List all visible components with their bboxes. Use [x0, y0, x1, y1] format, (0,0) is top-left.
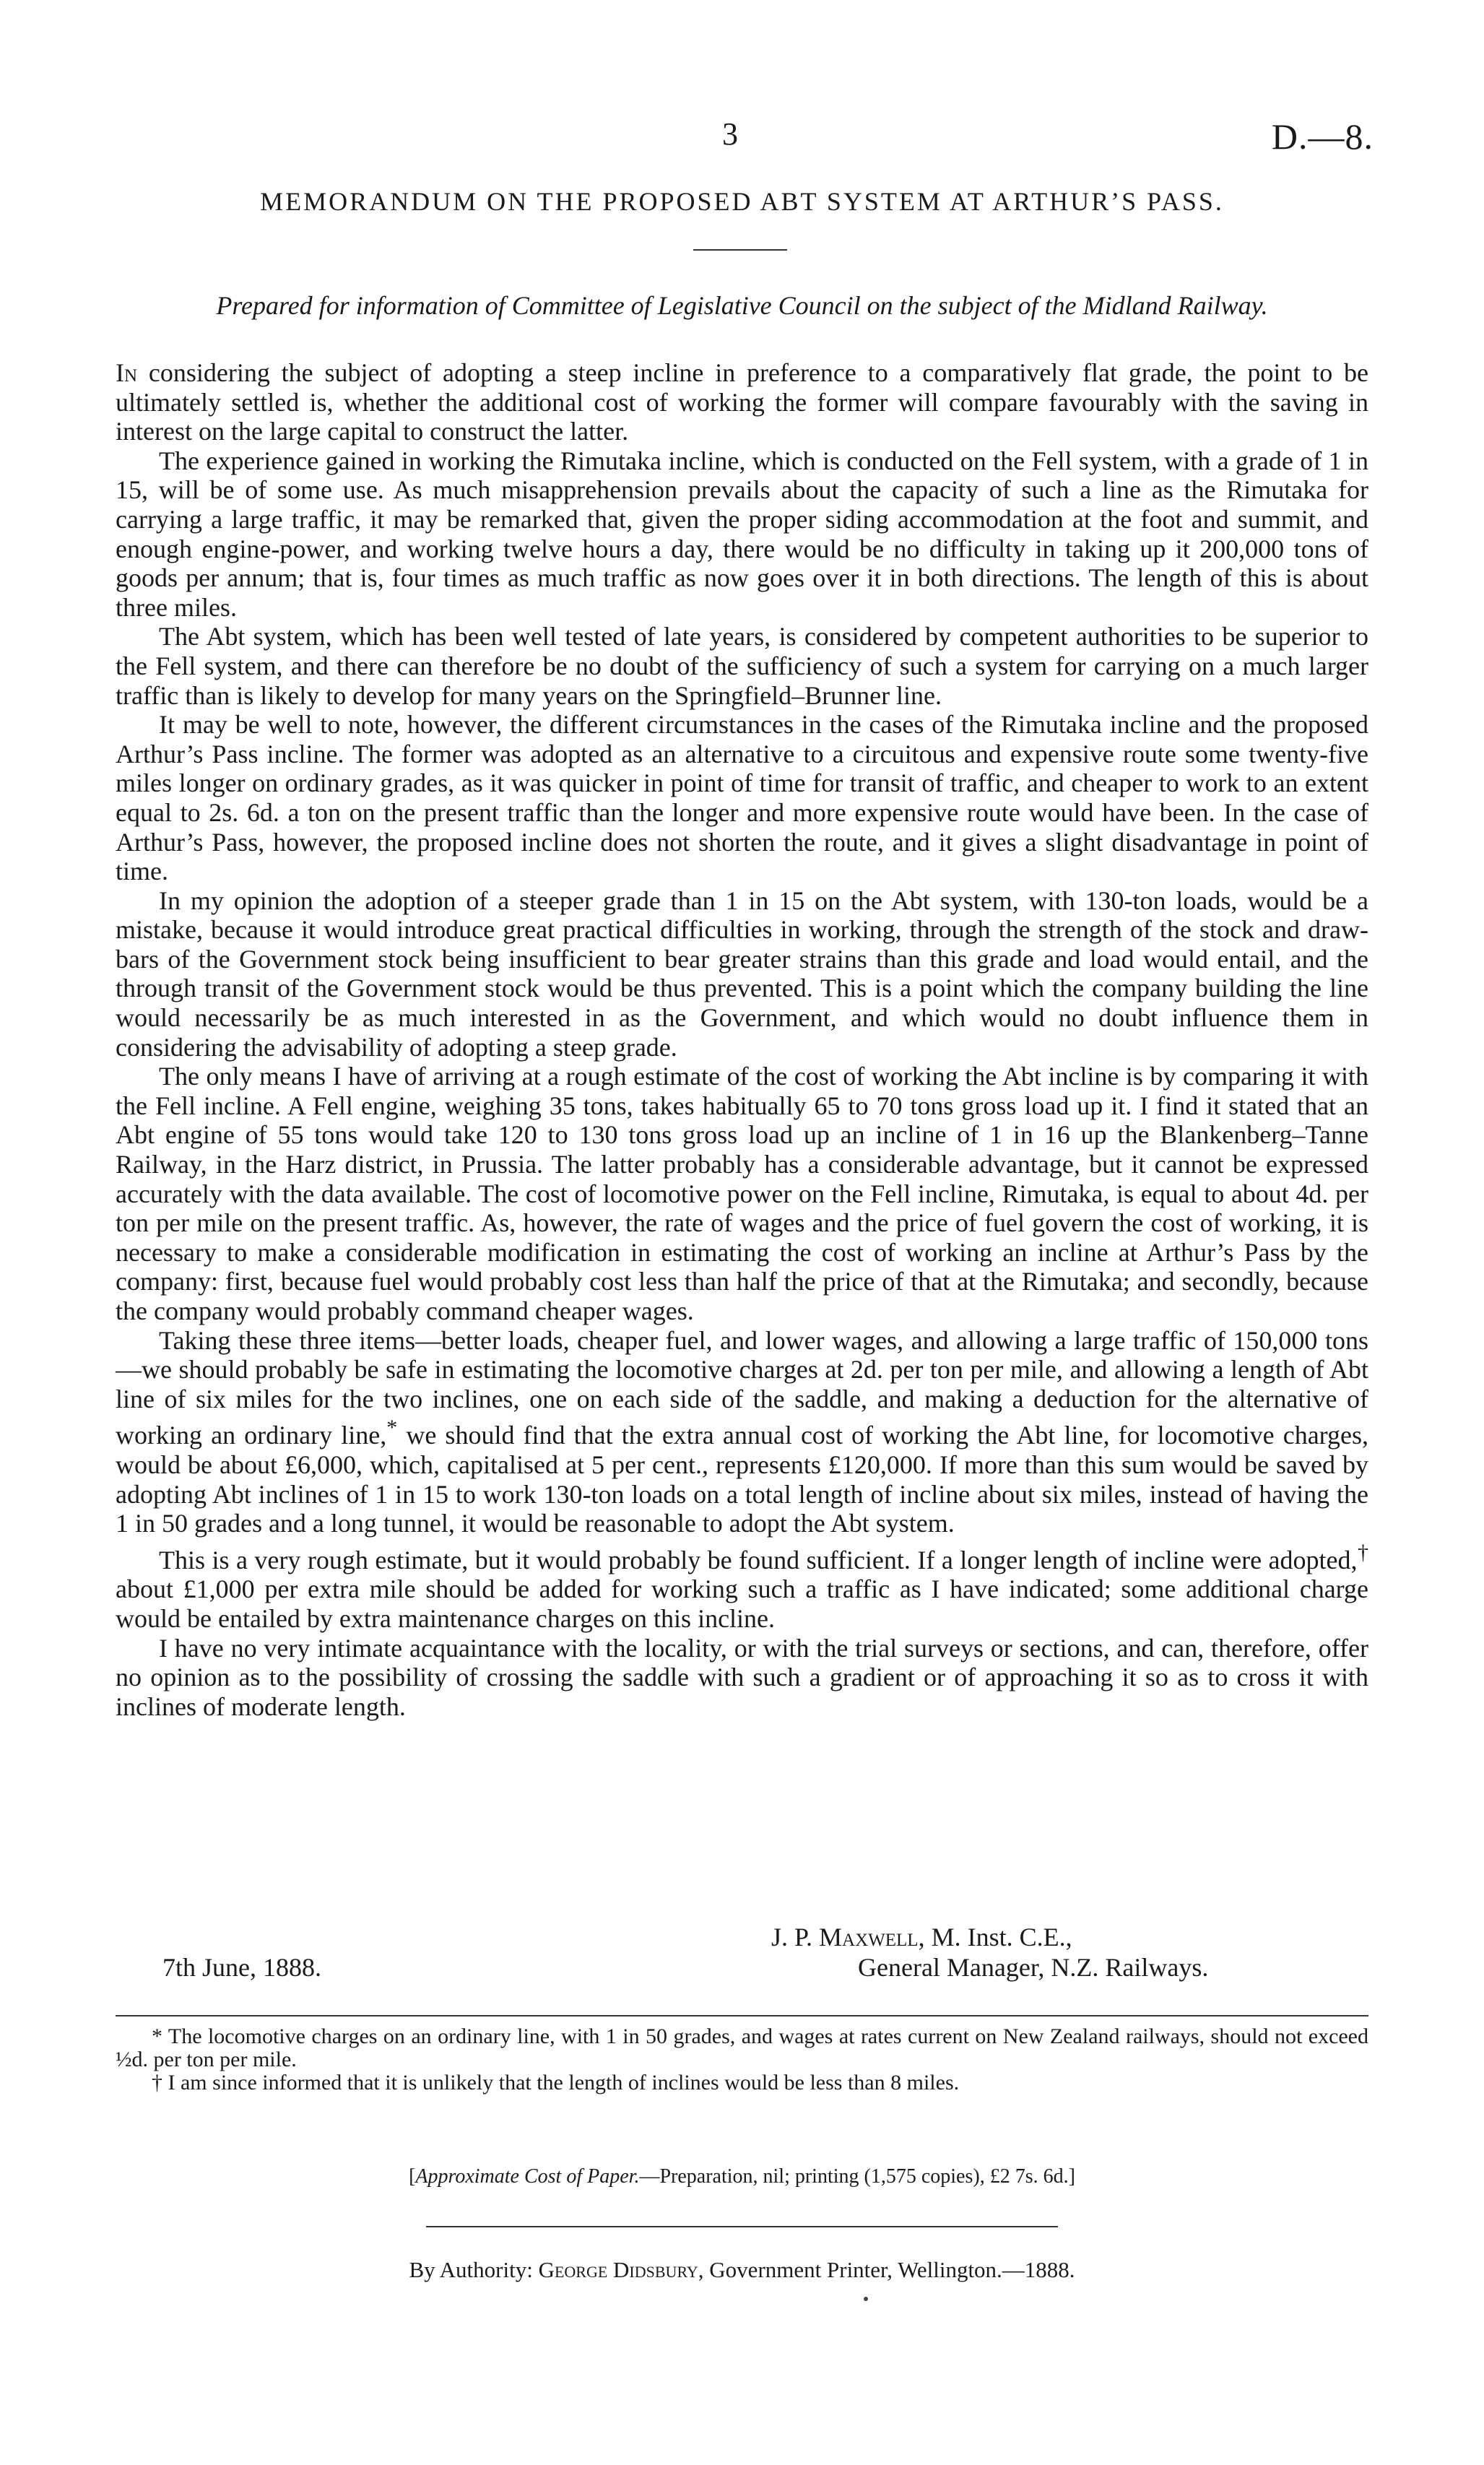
paragraph-6: The only means I have of arriving at a rough estimate of the cost of working the Abt incline is by comparing it with the Fell incline. A Fell engine, weighing 35 tons, takes habitually 65 to 70 tons gross load up it. I find it stated that an Abt engine of 55 tons would take 120 to 130 tons gross load up an incline of 1 in 16 up the Blankenberg–Tanne Railway, in the Harz district, in Prussia. The latter probably has a considerable advantage, but it cannot be expressed accurately with the data available. The cost of locomotive power on the Fell incline, Rimutaka, is equal to about 4d. per ton per mile on the present traffic. As, however, the rate of wages and the price of fuel govern the cost of working, it is necessary to make a considerable modification in estimating the cost of working an incline at Arthur’s Pass by the company: first, because fuel would probably cost less than half the price of that at the Rimutaka; and secondly, because the company would probably command cheaper wages. — [116, 1062, 1368, 1325]
paragraph-4: It may be well to note, however, the different circumstances in the cases of the Rimutaka incline and the proposed Arthur’s Pass incline. The former was adopted as an alternative to a circuitous and expensive route some twenty-five miles longer on ordinary grades, as it was quicker in point of time for transit of traffic, and cheaper to work to an extent equal to 2s. 6d. a ton on the present traffic than the longer and more expensive route would have been. In the case of Arthur’s Pass, however, the proposed incline does not shorten the route, and it gives a slight disadvantage in point of time. — [116, 710, 1368, 886]
paragraph-1-text: considering the subject of adopting a steep incline in preference to a comparatively flat grade, the point to be ultimately settled is, whether the additional cost of working the former will compare favourably with the saving in interest on the large capital to construct the latter. — [116, 358, 1368, 446]
paragraph-2: The experience gained in working the Rimutaka incline, which is conducted on the Fell system, with a grade of 1 in 15, will be of some use. As much misapprehension prevails about the capacity of such a line as the Rimutaka for carrying a large traffic, it may be remarked that, given the proper siding accommodation at the foot and summit, and enough engine-power, and working twelve hours a day, there would be no difficulty in taking up it 200,000 tons of goods per annum; that is, four times as much traffic as now goes over it in both directions. The length of this is about three miles. — [116, 446, 1368, 622]
stray-mark — [864, 2297, 868, 2301]
paragraph-3: The Abt system, which has been well tested of late years, is considered by competent authorities to be superior to the Fell system, and there can therefore be no doubt of the sufficiency of such a system for carrying on a much larger traffic than is likely to develop for many years on the Springfield–Brunner line. — [116, 622, 1368, 710]
paragraph-8 — [116, 1538, 1368, 1634]
signatory-initials: J. P. — [771, 1923, 813, 1951]
paragraph-8-text-a: This is a very rough estimate, but it would probably be found sufficient. If a longer length of incline were adopted, — [159, 1545, 1358, 1574]
signatory-surname: Maxwell — [819, 1923, 919, 1951]
footnote-divider — [116, 2015, 1368, 2016]
signatory-title: General Manager, N.Z. Railways. — [858, 1953, 1209, 1982]
footnotes — [116, 2025, 1368, 2094]
memorandum-title: MEMORANDUM ON THE PROPOSED ABT SYSTEM AT ARTHUR’S PASS. — [260, 187, 1224, 216]
footnote-ref-asterisk: * — [386, 1416, 398, 1440]
printer-imprint — [116, 2257, 1368, 2283]
signatory-name — [771, 1923, 1072, 1951]
signatory-suffix: , M. Inst. C.E., — [918, 1923, 1072, 1951]
printer-name: George Didsbury — [538, 2257, 698, 2282]
paragraph-8-text-b: about £1,000 per extra mile should be added for working such a traffic as I have indicated; some additional charge would be entailed by extra maintenance charges on this incline. — [116, 1574, 1368, 1633]
imprint-prefix: By Authority: — [409, 2257, 539, 2282]
cost-details: —Preparation, nil; printing (1,575 copies), £2 7s. 6d.] — [639, 2165, 1075, 2188]
page-header — [0, 116, 1484, 159]
paragraph-7-text-b: we should find that the extra annual cost of working the Abt line, for locomotive charges, would be about £6,000, which, capitalised at 5 per cent., represents £120,000. If more than this sum would be saved by adopting Abt inclines of 1 in 15 to work 130-ton loads on a total length of incline about six miles, instead of having the 1 in 50 grades and a long tunnel, it would be reasonable to adopt the Abt system. — [116, 1421, 1368, 1538]
signature-block — [116, 1923, 1368, 1988]
memo-date: 7th June, 1888. — [162, 1953, 321, 1982]
paragraph-9: I have no very intimate acquaintance with the locality, or with the trial surveys or sections, and can, therefore, offer no opinion as to the possibility of crossing the saddle with such a gradient or of approaching it so as to cross it with inclines of moderate length. — [116, 1633, 1368, 1721]
footnote-1: * The locomotive charges on an ordinary line, with 1 in 50 grades, and wages at rates current on New Zealand railways, should not exceed ½d. per ton per mile. — [116, 2024, 1368, 2071]
document-code: D.—8. — [1271, 116, 1374, 157]
cost-label: Approximate Cost of Paper. — [415, 2165, 640, 2188]
cost-of-paper-note — [116, 2165, 1368, 2188]
paragraph-5: In my opinion the adoption of a steeper grade than 1 in 15 on the Abt system, with 130-ton loads, would be a mistake, because it would introduce great practical difficulties in working, through the strength of the stock and draw-bars of the Government stock being insufficient to bear greater strains than this grade and load would entail, and the through transit of the Government stock would be thus prevented. This is a point which the company building the line would necessarily be as much interested in as the Government, and which would no doubt influence them in considering the advisability of adopting a steep grade. — [116, 885, 1368, 1062]
page-number: 3 — [722, 116, 738, 152]
cost-open-bracket: [ — [409, 2165, 416, 2188]
paragraph-1-lead: In — [116, 358, 138, 387]
imprint-suffix: , Government Printer, Wellington.—1888. — [698, 2257, 1075, 2282]
prepared-for-note: Prepared for information of Committee of Legislative Council on the subject of the Midland Railway. — [216, 291, 1268, 320]
memorandum-body — [116, 358, 1368, 1721]
title-divider — [693, 249, 787, 251]
footnote-2: † I am since informed that it is unlikely that the length of inclines would be less than 8 miles. — [152, 2071, 960, 2094]
paragraph-7 — [116, 1326, 1368, 1538]
footnote-ref-dagger: † — [1357, 1540, 1368, 1564]
paragraph-7-text-a: Taking these three items—better loads, cheaper fuel, and lower wages, and allowing a large traffic of 150,000 tons—we should probably be safe in estimating the locomotive charges at 2d. per ton per mile, and allowing a length of Abt line of six miles for the two inclines, one on each side of the saddle, and making a deduction for the alternative of working an ordinary line, — [116, 1325, 1368, 1450]
paragraph-1 — [116, 358, 1368, 446]
imprint-divider — [426, 2226, 1058, 2227]
